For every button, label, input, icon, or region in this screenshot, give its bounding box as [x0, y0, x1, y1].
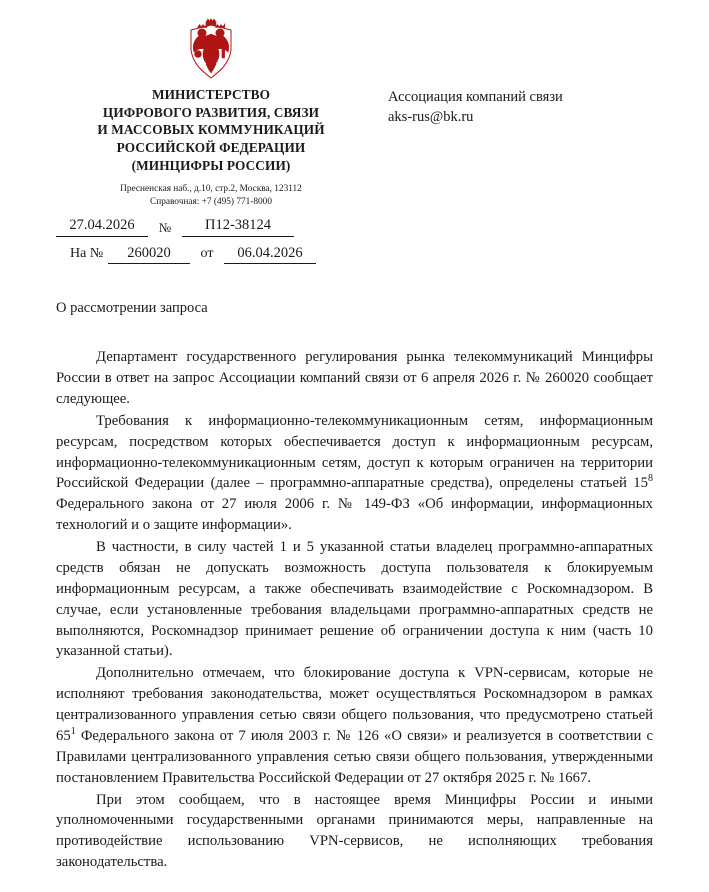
incoming-date: 06.04.2026 — [224, 245, 316, 264]
ministry-name-line-2: ЦИФРОВОГО РАЗВИТИЯ, СВЯЗИ — [102, 104, 320, 120]
document-number: П12-38124 — [182, 217, 294, 236]
addressee-block — [366, 16, 653, 127]
number-label: № — [158, 220, 172, 236]
ministry-name-line-5: (МИНЦИФРЫ РОССИИ) — [131, 157, 291, 173]
phone-line: Справочная: +7 (495) 771-8000 — [150, 196, 272, 207]
document-body — [0, 347, 709, 873]
document-date: 27.04.2026 — [56, 217, 148, 236]
letterhead — [0, 0, 709, 208]
paragraph-3: В частности, в силу частей 1 и 5 указанной статьи владелец программно-аппаратных средств обязан не допускать возможность доступа пользователя к блокируемым информационным ресурсам, а также обеспечивать взаимодействие с Роскомнадзором. В случае, если установленные требования владельцами программно-аппаратных средств не выполняются, Роскомнадзор принимает решение об ограничении доступа к ним (часть 10 указанной статьи). — [56, 539, 653, 660]
ministry-name-line-3: И МАССОВЫХ КОММУНИКАЦИЙ — [97, 122, 325, 138]
from-label: от — [200, 246, 214, 262]
russian-coat-of-arms-icon — [182, 16, 240, 80]
letterhead-left — [56, 16, 366, 208]
reference-block — [0, 217, 400, 264]
incoming-number: 260020 — [108, 245, 190, 264]
ministry-address — [56, 183, 366, 208]
paragraph-5: При этом сообщаем, что в настоящее время Минцифры России и иными уполномоченными государственными органами принимаются меры, направленные на противодействие использованию VPN-сервисов, не исполняющих требования законодательства. — [56, 791, 653, 871]
reference-row-outgoing — [56, 217, 344, 236]
ministry-name — [56, 86, 366, 174]
paragraph-4: Дополнительно отмечаем, что блокирование доступа к VPN-сервисам, которые не исполняют требования законодательства, может осуществляться Роскомнадзором в рамках централизованного управления сетью связи общего пользования, что предусмотрено статьей $65^1$ Федерального закона от 7 июля 2003 г. № 126 «О связи» и реализуется в соответствии с Правилами централизованного управления сетью связи общего пользования, утвержденными постановлением Правительства Российской Федерации от 27 октября 2025 г. № 1667. — [56, 665, 653, 786]
addressee-organization: Ассоциация компаний связи — [388, 89, 563, 105]
paragraph-1: Департамент государственного регулирования рынка телекоммуникаций Минцифры России в ответ на запрос Ассоциации компаний связи от 6 апреля 2026 г. № 260020 сообщает следующее. — [56, 349, 653, 407]
document-subject: О рассмотрении запроса — [56, 300, 208, 317]
ministry-name-line-1: МИНИСТЕРСТВО — [151, 87, 271, 102]
incoming-label: На № — [70, 246, 104, 262]
paragraph-2: Требования к информационно-телекоммуникационным сетям, информационным ресурсам, посредством которых обеспечивается доступ к информационным ресурсам, информационно-телекоммуникационным сетям, доступ к которым ограничен на территории Российской Федерации (далее – программно-аппаратные средства), определены статьей $15^8$ Федерального закона от 27 июля 2006 г. № 149-ФЗ «Об информации, информационных технологий и о защите информации». — [56, 412, 653, 534]
ministry-name-line-4: РОССИЙСКОЙ ФЕДЕРАЦИИ — [116, 140, 306, 156]
addressee-email: aks-rus@bk.ru — [388, 108, 474, 125]
reference-row-incoming — [56, 245, 344, 264]
address-line: Пресненская наб., д.10, стр.2, Москва, 123112 — [120, 184, 302, 195]
